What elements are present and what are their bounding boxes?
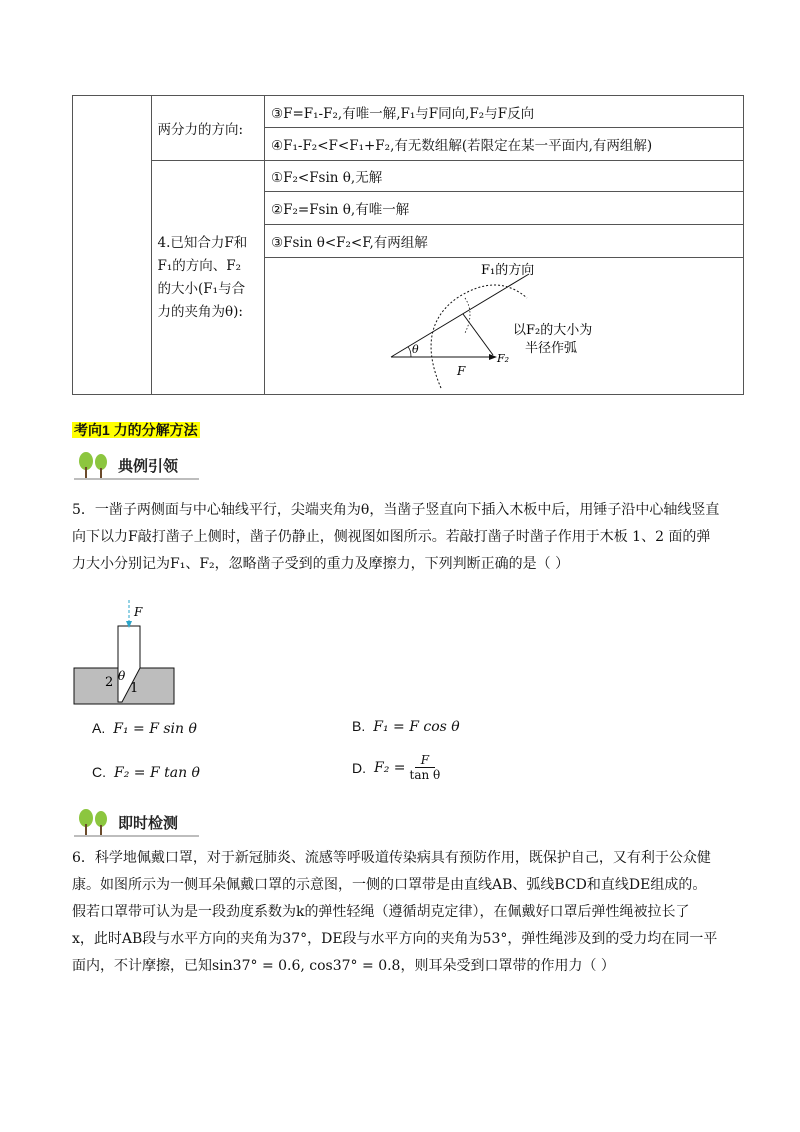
- table-cell-case3: ③F=F₁-F₂,有唯一解,F₁与F同向,F₂与F反向: [265, 96, 744, 128]
- f1-direction-label: F₁的方向: [481, 263, 535, 278]
- face-1-label: 1: [130, 681, 139, 696]
- badge-example: 典例引领: [74, 450, 204, 480]
- radius-arc-inner: [465, 298, 470, 333]
- tree-icon: [74, 450, 114, 480]
- table-cell-no-solution: ①F₂<Fsin θ,无解: [265, 161, 744, 192]
- table-cell-case4: ④F₁-F₂<F<F₁+F₂,有无数组解(若限定在某一平面内,有两组解): [265, 128, 744, 161]
- f-label: F: [457, 364, 466, 378]
- table-cell-two-directions: 两分力的方向:: [151, 96, 264, 161]
- f2-label: F₂: [497, 352, 510, 365]
- note-line2: 半径作弧: [525, 341, 578, 356]
- note-line1: 以F₂的大小为: [513, 323, 593, 338]
- option-a[interactable]: A. F₁ = F sin θ: [92, 720, 197, 737]
- badge-check: 即时检测: [74, 807, 204, 837]
- option-c[interactable]: C. F₂ = F tan θ: [92, 764, 200, 781]
- table-cell-two-solutions: ③Fsin θ<F₂<F,有两组解: [265, 225, 744, 258]
- question-5-text: 5．一凿子两侧面与中心轴线平行，尖端夹角为θ，当凿子竖直向下插入木板中后，用锤子沿中心轴线竖直 向下以力F敲打凿子上侧时，凿子仍静止，侧视图如图所示。若敲打凿子时凿子作用于木板 1、2 面的弹 力大小分别记为F₁、F₂，忽略凿子受到的重力及摩擦力，下列判断正确的是（ ）: [72, 502, 720, 572]
- question-6-text: 6．科学地佩戴口罩，对于新冠肺炎、流感等呼吸道传染病具有预防作用，既保护自己，又有利于公众健 康。如图所示为一侧耳朵佩戴口罩的示意图，一侧的口罩带是由直线AB、弧线BCD和直线DE组成的。 假若口罩带可认为是一段劲度系数为k的弹性轻绳（遵循胡克定律），在佩戴好口罩后弹性绳被拉长了 x，此时AB段与水平方向的夹角为37°，DE段与水平方向的夹角为53°，弹性绳涉及到的受力均在同一平 面内，不计摩擦，已知sin37° = 0.6, cos37° = 0.8，则耳朵受到口罩带的作用力（ ）: [72, 850, 718, 974]
- option-d[interactable]: D. F₂ = $\frac{F}{\text{tan θ}}$: [352, 753, 441, 782]
- option-b[interactable]: B. F₁ = F cos θ: [352, 718, 460, 735]
- face-2-label: 2: [105, 675, 114, 690]
- fraction: $\frac{F}{\text{tan θ}}$: [409, 753, 441, 782]
- table-cell-unique-solution: ②F₂=Fsin θ,有唯一解: [265, 192, 744, 225]
- chisel-figure: [72, 598, 182, 708]
- chisel-f-label: F: [134, 605, 143, 619]
- table-left-empty-cell: [73, 96, 152, 395]
- theta-label: θ: [412, 343, 419, 356]
- section-heading: 考向1 力的分解方法: [74, 422, 198, 438]
- f2-vector-line: [463, 314, 493, 355]
- theta-arc: [408, 347, 411, 357]
- table-cell-known-resultant: 4.已知合力F和 F₁的方向、F₂ 的大小(F₁与合 力的夹角为θ):: [151, 161, 264, 395]
- table-cell-figure: [265, 258, 744, 395]
- tree-icon: [74, 807, 114, 837]
- force-decomposition-diagram: [265, 258, 742, 394]
- chisel-theta-label: θ: [118, 669, 126, 683]
- decomposition-table: [72, 95, 744, 395]
